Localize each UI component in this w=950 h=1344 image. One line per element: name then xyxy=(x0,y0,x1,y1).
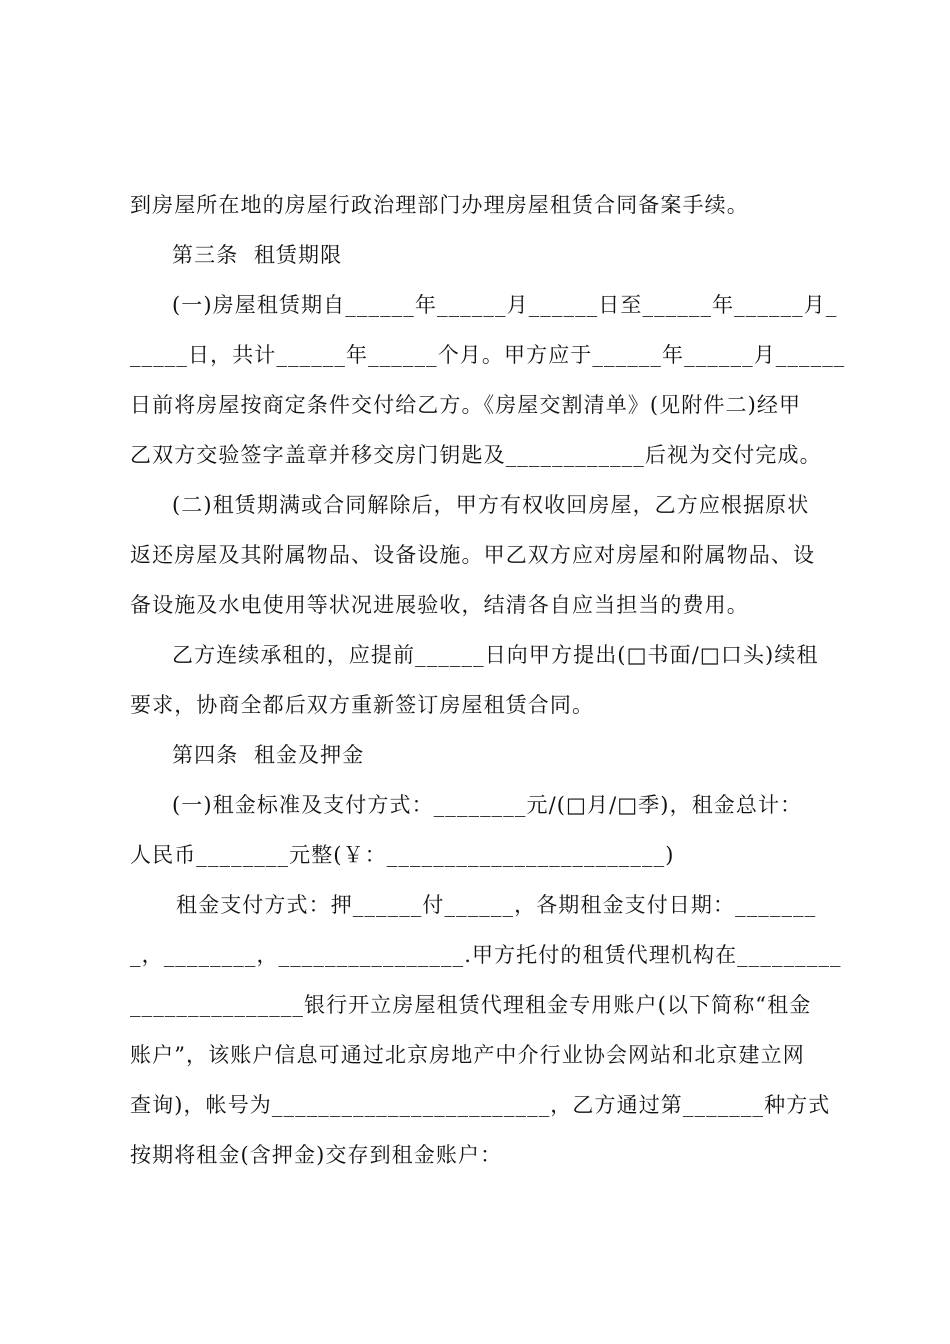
paragraph-line: _____日，共计______年______个月。甲方应于______年______月______ xyxy=(130,343,846,367)
paragraph-line: 账户”，该账户信息可通过北京房地产中介行业协会网站和北京建立网 xyxy=(130,1043,805,1067)
paragraph-line: 乙方连续承租的，应提前______日向甲方提出(□书面/□口头)续租 xyxy=(172,643,819,667)
paragraph-line: (一)租金标准及支付方式：________元/(□月/□季)，租金总计： xyxy=(172,793,803,817)
paragraph-line: 返还房屋及其附属物品、设备设施。甲乙双方应对房屋和附属物品、设 xyxy=(130,543,816,567)
paragraph-line: (二)租赁期满或合同解除后，甲方有权收回房屋，乙方应根据原状 xyxy=(172,493,810,517)
paragraph-line: 查询)，帐号为________________________，乙方通过第_______种方式 xyxy=(130,1093,831,1117)
paragraph-line: 要求，协商全都后双方重新签订房屋租赁合同。 xyxy=(130,693,595,717)
section-heading-article-4: 第四条 租金及押金 xyxy=(172,743,365,767)
paragraph-line: 乙双方交验签字盖章并移交房门钥匙及____________后视为交付完成。 xyxy=(130,443,822,467)
paragraph-line: _______________银行开立房屋租赁代理租金专用账户(以下简称“租金 xyxy=(130,993,812,1017)
paragraph-line: 人民币________元整(￥：________________________) xyxy=(130,843,675,867)
paragraph-line: _，________，________________.甲方托付的租赁代理机构在_________ xyxy=(130,943,842,967)
paragraph-line: (一)房屋租赁期自______年______月______日至______年______月_ xyxy=(172,293,838,317)
paragraph-line: 按期将租金(含押金)交存到租金账户： xyxy=(130,1143,503,1167)
paragraph-line: 到房屋所在地的房屋行政治理部门办理房屋租赁合同备案手续。 xyxy=(130,193,749,217)
section-heading-article-3: 第三条 租赁期限 xyxy=(172,243,343,267)
paragraph-line: 日前将房屋按商定条件交付给乙方。《房屋交割清单》(见附件二)经甲 xyxy=(130,393,802,417)
paragraph-line: 租金支付方式：押______付______，各期租金支付日期：_______ xyxy=(176,893,817,917)
paragraph-line: 备设施及水电使用等状况进展验收，结清各自应当担当的费用。 xyxy=(130,593,749,617)
